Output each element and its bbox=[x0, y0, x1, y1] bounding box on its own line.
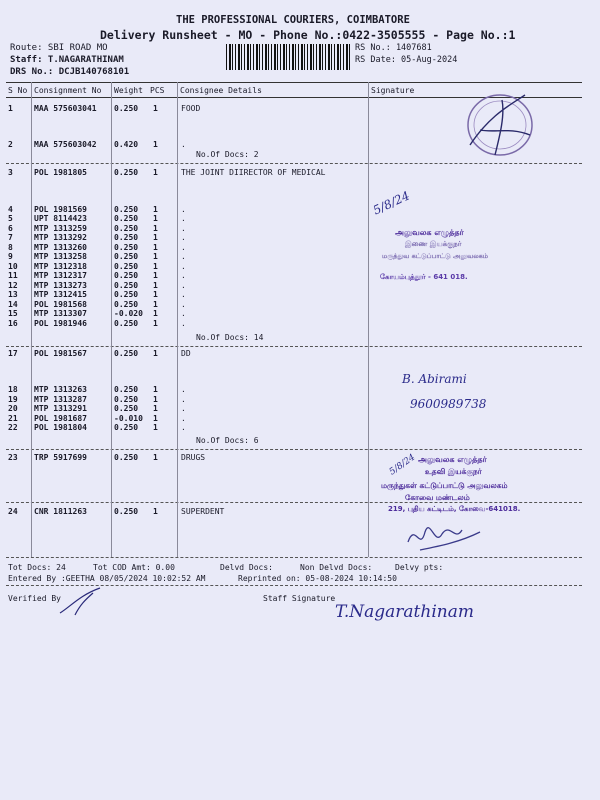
drs-number: DRS No.: DCJB140768101 bbox=[10, 67, 130, 77]
row-det: . bbox=[181, 262, 186, 271]
stamp-line: கோவை மண்டலம் bbox=[405, 493, 470, 502]
row-pcs: 1 bbox=[153, 414, 158, 423]
row-det: . bbox=[181, 205, 186, 214]
stamp-date: 5/8/24 bbox=[387, 452, 418, 478]
row-pcs: 1 bbox=[153, 262, 158, 271]
row-wt: 0.250 bbox=[114, 349, 139, 358]
col-weight: Weight bbox=[114, 86, 143, 95]
row-wt: 0.250 bbox=[114, 300, 139, 309]
total-docs: Tot Docs: 24 bbox=[8, 563, 66, 572]
row-det: . bbox=[181, 243, 186, 252]
row-det: . bbox=[181, 404, 186, 413]
row-pcs: 1 bbox=[153, 205, 158, 214]
docs-note: No.Of Docs: 14 bbox=[196, 333, 264, 342]
row-cn: MTP 1313263 bbox=[34, 385, 87, 394]
column-divider bbox=[177, 97, 178, 557]
row-det: . bbox=[181, 271, 186, 280]
row-det: . bbox=[181, 214, 186, 223]
row-det: . bbox=[181, 233, 186, 242]
col-signature: Signature bbox=[371, 86, 415, 95]
row-sno: 8 bbox=[8, 243, 13, 252]
row-sno: 18 bbox=[8, 385, 18, 394]
column-divider bbox=[31, 97, 32, 557]
row-cn: POL 1981569 bbox=[34, 205, 87, 214]
row-cn: MTP 1312317 bbox=[34, 271, 87, 280]
row-sno: 23 bbox=[8, 453, 18, 462]
row-wt: 0.250 bbox=[114, 224, 139, 233]
row-cn: MAA 575603042 bbox=[34, 140, 97, 149]
row-pcs: 1 bbox=[153, 290, 158, 299]
row-sno: 22 bbox=[8, 423, 18, 432]
column-divider bbox=[111, 97, 112, 557]
row-det: . bbox=[181, 385, 186, 394]
row-cn: MTP 1312415 bbox=[34, 290, 87, 299]
stamp-line: அலுவலக எழுத்தர் bbox=[418, 455, 487, 464]
row-wt: 0.250 bbox=[114, 281, 139, 290]
row-wt: 0.250 bbox=[114, 168, 139, 177]
row-pcs: 1 bbox=[153, 233, 158, 242]
row-wt: -0.020 bbox=[114, 309, 143, 318]
row-wt: 0.250 bbox=[114, 319, 139, 328]
row-sno: 13 bbox=[8, 290, 18, 299]
row-cn: MTP 1313258 bbox=[34, 252, 87, 261]
row-pcs: 1 bbox=[153, 507, 158, 516]
row-sno: 5 bbox=[8, 214, 13, 223]
stamp-line: இணை இயக்குநர் bbox=[405, 240, 462, 248]
verified-by: Verified By bbox=[8, 594, 61, 603]
row-pcs: 1 bbox=[153, 423, 158, 432]
row-wt: 0.250 bbox=[114, 205, 139, 214]
row-det: THE JOINT DIIRECTOR OF MEDICAL bbox=[181, 168, 326, 177]
row-pcs: 1 bbox=[153, 271, 158, 280]
row-det: SUPERDENT bbox=[181, 507, 225, 516]
row-cn: POL 1981567 bbox=[34, 349, 87, 358]
group-separator bbox=[6, 557, 582, 558]
row-det: . bbox=[181, 281, 186, 290]
row-sno: 20 bbox=[8, 404, 18, 413]
row-det: . bbox=[181, 309, 186, 318]
group-separator bbox=[6, 163, 582, 164]
route-label: Route: SBI ROAD MO bbox=[10, 43, 108, 53]
row-wt: 0.250 bbox=[114, 252, 139, 261]
row-wt: 0.250 bbox=[114, 104, 139, 113]
row-wt: 0.250 bbox=[114, 243, 139, 252]
row-wt: 0.420 bbox=[114, 140, 139, 149]
row-cn: MTP 1313273 bbox=[34, 281, 87, 290]
row-wt: 0.250 bbox=[114, 262, 139, 271]
row-wt: 0.250 bbox=[114, 214, 139, 223]
row-sno: 3 bbox=[8, 168, 13, 177]
row-wt: 0.250 bbox=[114, 507, 139, 516]
total-cod: Tot COD Amt: 0.00 bbox=[93, 563, 175, 572]
group-separator bbox=[6, 449, 582, 450]
row-cn: MTP 1313307 bbox=[34, 309, 87, 318]
row-pcs: 1 bbox=[153, 281, 158, 290]
row-cn: MTP 1313292 bbox=[34, 233, 87, 242]
stamp-line: உதவி இயக்குநர் bbox=[425, 467, 482, 476]
row-pcs: 1 bbox=[153, 214, 158, 223]
row-det: . bbox=[181, 252, 186, 261]
row-sno: 24 bbox=[8, 507, 18, 516]
row-pcs: 1 bbox=[153, 224, 158, 233]
row-cn: MTP 1313291 bbox=[34, 404, 87, 413]
row-sno: 19 bbox=[8, 395, 18, 404]
row-pcs: 1 bbox=[153, 349, 158, 358]
row-cn: MTP 1313259 bbox=[34, 224, 87, 233]
rs-number: RS No.: 1407681 bbox=[355, 43, 432, 53]
row-pcs: 1 bbox=[153, 309, 158, 318]
row-pcs: 1 bbox=[153, 140, 158, 149]
round-stamp-icon bbox=[450, 85, 540, 160]
signature-scribble-icon bbox=[400, 512, 490, 557]
receiver-name: B. Abirami bbox=[402, 372, 467, 386]
row-det: DD bbox=[181, 349, 191, 358]
row-det: DRUGS bbox=[181, 453, 206, 462]
row-cn: MTP 1313287 bbox=[34, 395, 87, 404]
receiver-phone: 9600989738 bbox=[410, 397, 487, 411]
header-divider bbox=[368, 82, 369, 97]
row-cn: CNR 1811263 bbox=[34, 507, 87, 516]
row-sno: 10 bbox=[8, 262, 18, 271]
row-cn: POL 1981946 bbox=[34, 319, 87, 328]
company-title: THE PROFESSIONAL COURIERS, COIMBATORE bbox=[176, 14, 410, 26]
row-det: . bbox=[181, 290, 186, 299]
row-det: . bbox=[181, 414, 186, 423]
row-wt: 0.250 bbox=[114, 233, 139, 242]
row-pcs: 1 bbox=[153, 300, 158, 309]
row-cn: MAA 575603041 bbox=[34, 104, 97, 113]
entered-by: Entered By :GEETHA 08/05/2024 10:02:52 AM bbox=[8, 574, 206, 583]
row-det: . bbox=[181, 224, 186, 233]
non-delivered-docs: Non Delvd Docs: bbox=[300, 563, 373, 572]
handwritten-date: 5/8/24 bbox=[370, 188, 412, 218]
row-wt: 0.250 bbox=[114, 453, 139, 462]
stamp-line: கோயம்புத்தூர் - 641 018. bbox=[380, 273, 468, 281]
row-det: . bbox=[181, 319, 186, 328]
staff-signature: T.Nagarathinam bbox=[335, 602, 474, 622]
row-sno: 15 bbox=[8, 309, 18, 318]
header-divider bbox=[31, 82, 32, 97]
col-details: Consignee Details bbox=[180, 86, 262, 95]
row-wt: 0.250 bbox=[114, 423, 139, 432]
row-wt: -0.010 bbox=[114, 414, 143, 423]
col-consignment: Consignment No bbox=[34, 86, 102, 95]
row-cn: UPT 8114423 bbox=[34, 214, 87, 223]
delivered-docs: Delvd Docs: bbox=[220, 563, 273, 572]
row-pcs: 1 bbox=[153, 252, 158, 261]
row-wt: 0.250 bbox=[114, 395, 139, 404]
row-wt: 0.250 bbox=[114, 385, 139, 394]
row-sno: 12 bbox=[8, 281, 18, 290]
stamp-line: மருந்துகள் கட்டுப்பாட்டு அலுவலகம் bbox=[381, 481, 508, 490]
row-det: . bbox=[181, 300, 186, 309]
row-sno: 4 bbox=[8, 205, 13, 214]
row-wt: 0.250 bbox=[114, 290, 139, 299]
row-sno: 14 bbox=[8, 300, 18, 309]
row-det: FOOD bbox=[181, 104, 201, 113]
row-cn: POL 1981804 bbox=[34, 423, 87, 432]
row-sno: 16 bbox=[8, 319, 18, 328]
col-pcs: PCS bbox=[150, 86, 165, 95]
row-pcs: 1 bbox=[153, 243, 158, 252]
verified-signature-icon bbox=[55, 585, 110, 620]
row-sno: 6 bbox=[8, 224, 13, 233]
column-divider bbox=[368, 97, 369, 557]
row-cn: POL 1981687 bbox=[34, 414, 87, 423]
row-pcs: 1 bbox=[153, 319, 158, 328]
stamp-line: 219, புதிய கட்டிடம், கோவை-641018. bbox=[388, 505, 521, 513]
row-det: . bbox=[181, 395, 186, 404]
header-divider bbox=[111, 82, 112, 97]
row-sno: 7 bbox=[8, 233, 13, 242]
row-wt: 0.250 bbox=[114, 404, 139, 413]
row-sno: 1 bbox=[8, 104, 13, 113]
row-pcs: 1 bbox=[153, 168, 158, 177]
table-top-border bbox=[6, 82, 582, 83]
row-sno: 17 bbox=[8, 349, 18, 358]
row-sno: 2 bbox=[8, 140, 13, 149]
docs-note: No.Of Docs: 6 bbox=[196, 436, 259, 445]
staff-label: Staff: T.NAGARATHINAM bbox=[10, 55, 124, 65]
row-sno: 21 bbox=[8, 414, 18, 423]
rs-date: RS Date: 05-Aug-2024 bbox=[355, 55, 458, 65]
delivery-points: Delvy pts: bbox=[395, 563, 444, 572]
col-sno: S No bbox=[8, 86, 28, 95]
row-sno: 9 bbox=[8, 252, 13, 261]
reprinted-on: Reprinted on: 05-08-2024 10:14:50 bbox=[238, 574, 397, 583]
runsheet-subtitle: Delivery Runsheet - MO - Phone No.:0422-3505555 - Page No.:1 bbox=[100, 28, 516, 42]
barcode bbox=[226, 44, 350, 70]
row-cn: POL 1981568 bbox=[34, 300, 87, 309]
row-det: . bbox=[181, 423, 186, 432]
row-pcs: 1 bbox=[153, 453, 158, 462]
row-det: . bbox=[181, 140, 186, 149]
group-separator bbox=[6, 346, 582, 347]
stamp-line: அலுவலக எழுத்தர் bbox=[395, 228, 464, 237]
row-pcs: 1 bbox=[153, 104, 158, 113]
row-pcs: 1 bbox=[153, 385, 158, 394]
row-wt: 0.250 bbox=[114, 271, 139, 280]
docs-note: No.Of Docs: 2 bbox=[196, 150, 259, 159]
row-cn: POL 1981805 bbox=[34, 168, 87, 177]
row-sno: 11 bbox=[8, 271, 18, 280]
row-cn: TRP 5917699 bbox=[34, 453, 87, 462]
row-cn: MTP 1312318 bbox=[34, 262, 87, 271]
group-separator bbox=[6, 502, 582, 503]
row-pcs: 1 bbox=[153, 395, 158, 404]
stamp-line: மருத்துவ கட்டுப்பாட்டு அலுவலகம் bbox=[382, 252, 488, 260]
row-pcs: 1 bbox=[153, 404, 158, 413]
header-divider bbox=[177, 82, 178, 97]
row-cn: MTP 1313260 bbox=[34, 243, 87, 252]
staff-signature-label: Staff Signature bbox=[263, 594, 336, 603]
